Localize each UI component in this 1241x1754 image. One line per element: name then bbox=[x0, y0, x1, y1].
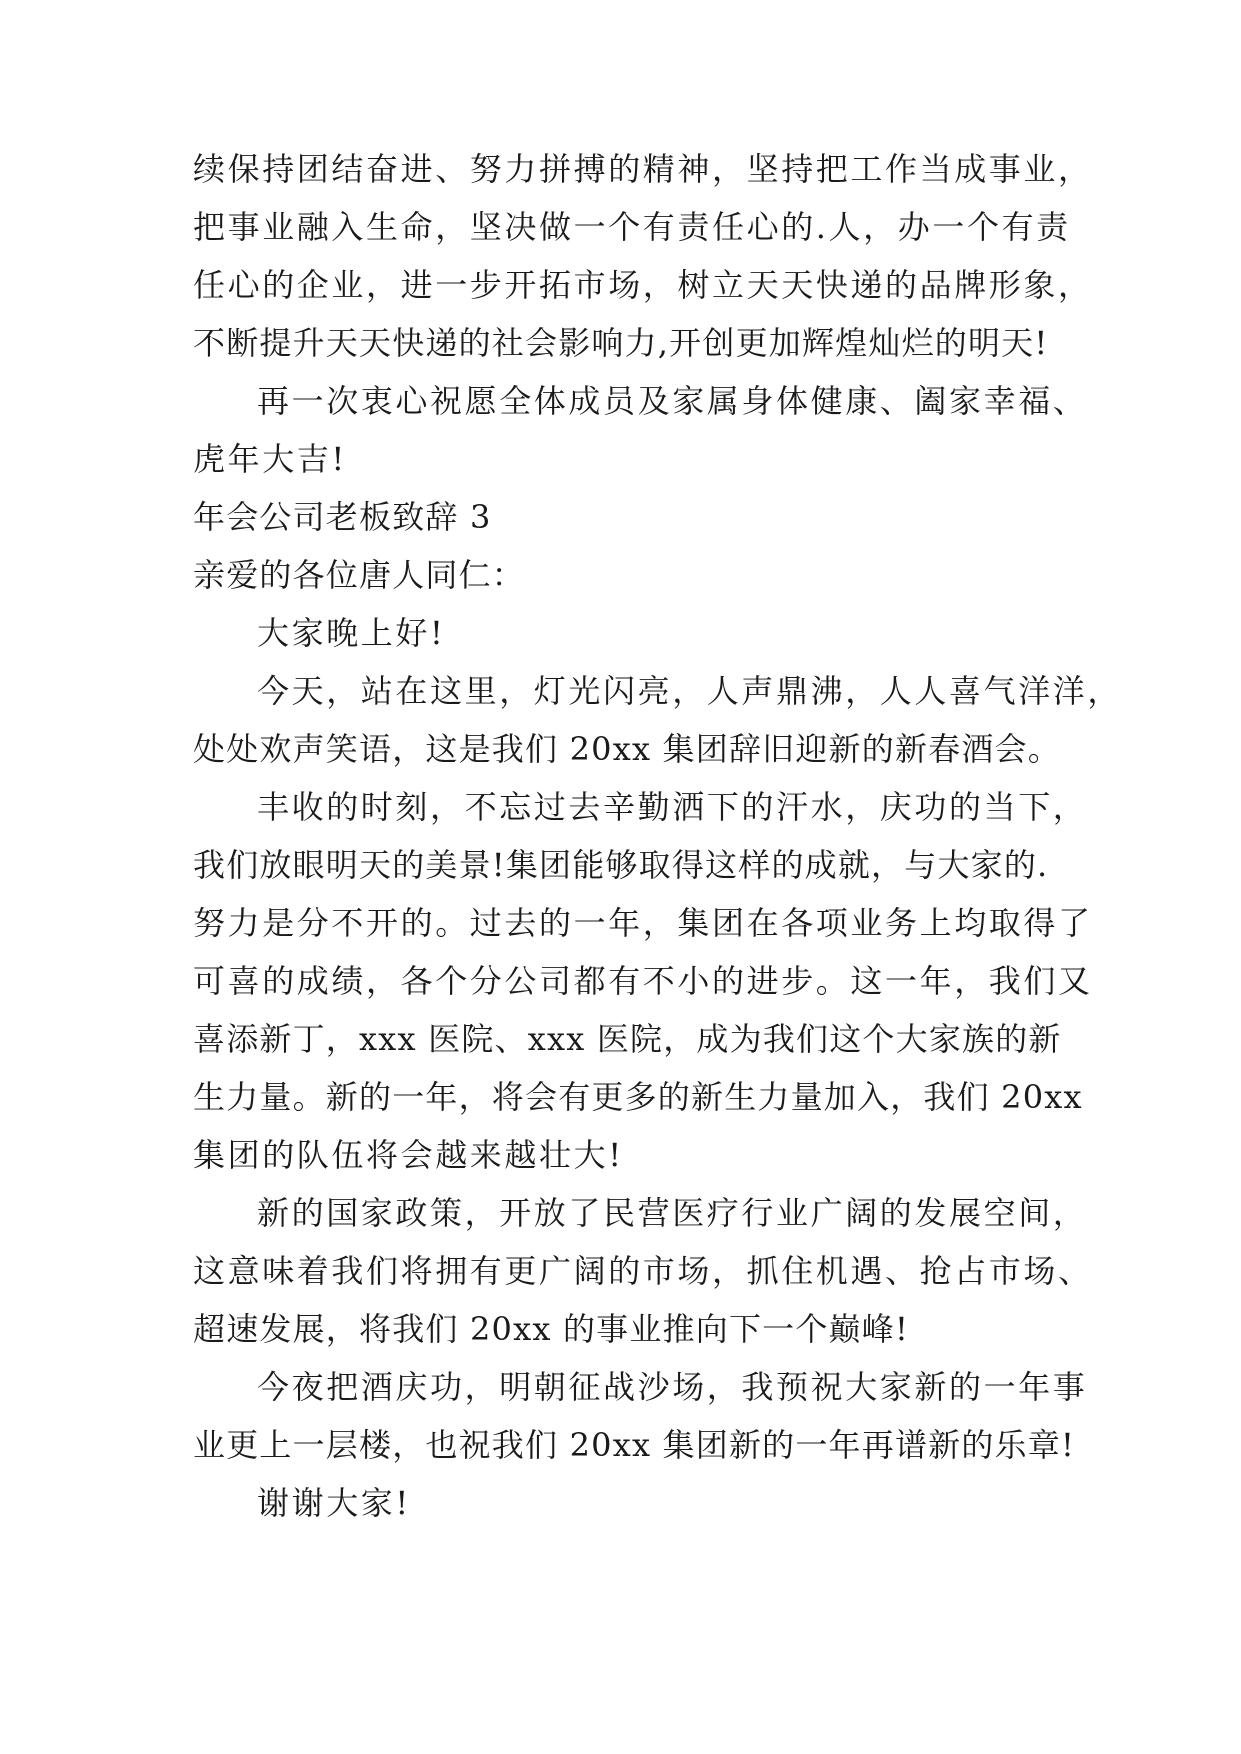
text-line: 超速发展，将我们 20xx 的事业推向下一个巅峰! bbox=[193, 1310, 910, 1348]
text-line: 不断提升天天快递的社会影响力,开创更加辉煌灿烂的明天! bbox=[193, 324, 1049, 362]
text-line: 生力量。新的一年，将会有更多的新生力量加入，我们 20xx bbox=[193, 1078, 1083, 1116]
text-line: 新的国家政策，开放了民营医疗行业广阔的发展空间， bbox=[257, 1194, 1088, 1232]
text-line: 这意味着我们将拥有更广阔的市场，抓住机遇、抢占市场、 bbox=[193, 1252, 1093, 1290]
text-line: 业更上一层楼，也祝我们 20xx 集团新的一年再谱新的乐章! bbox=[193, 1426, 1076, 1464]
text-line: 处处欢声笑语，这是我们 20xx 集团辞旧迎新的新春酒会。 bbox=[193, 730, 1061, 768]
text-line: 今夜把酒庆功，明朝征战沙场，我预祝大家新的一年事 bbox=[257, 1368, 1088, 1406]
text-line: 续保持团结奋进、努力拼搏的精神，坚持把工作当成事业， bbox=[193, 150, 1093, 188]
text-line: 把事业融入生命，坚决做一个有责任心的.人，办一个有责 bbox=[193, 208, 1071, 246]
salutation: 亲爱的各位唐人同仁： bbox=[193, 556, 526, 594]
text-line: 喜添新丁，xxx 医院、xxx 医院，成为我们这个大家族的新 bbox=[193, 1020, 1062, 1058]
text-line: 丰收的时刻，不忘过去辛勤洒下的汗水，庆功的当下， bbox=[257, 788, 1088, 826]
text-line: 大家晚上好! bbox=[257, 614, 446, 652]
section-heading: 年会公司老板致辞 3 bbox=[193, 498, 492, 536]
text-line: 我们放眼明天的美景!集团能够取得这样的成就，与大家的. bbox=[193, 846, 1049, 884]
text-line: 虎年大吉! bbox=[193, 440, 347, 478]
text-line: 可喜的成绩，各个分公司都有不小的进步。这一年，我们又 bbox=[193, 962, 1093, 1000]
text-line: 集团的队伍将会越来越壮大! bbox=[193, 1136, 624, 1174]
text-line: 努力是分不开的。过去的一年，集团在各项业务上均取得了 bbox=[193, 904, 1093, 942]
text-line: 再一次衷心祝愿全体成员及家属身体健康、阖家幸福、 bbox=[257, 382, 1088, 420]
text-line: 任心的企业，进一步开拓市场，树立天天快递的品牌形象， bbox=[193, 266, 1093, 304]
closing-line: 谢谢大家! bbox=[257, 1484, 411, 1522]
text-line: 今天，站在这里，灯光闪亮，人声鼎沸，人人喜气洋洋， bbox=[257, 672, 1123, 710]
